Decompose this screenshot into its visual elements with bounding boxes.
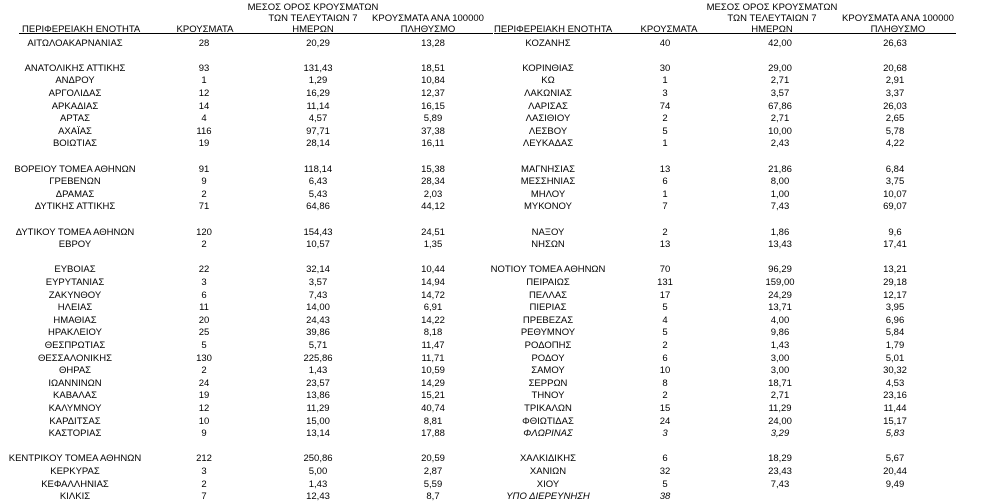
cell-cases: 7	[201, 491, 207, 503]
cell-cases: 11	[199, 302, 209, 314]
cell-region: ΑΡΓΟΛΙΔΑΣ	[48, 87, 102, 99]
header-cases-right: ΚΡΟΥΣΜΑΤΑ	[640, 24, 698, 35]
cell-per100k: 15,17	[883, 415, 907, 427]
cell-per100k: 28,34	[421, 176, 445, 188]
cell-region: ΚΩ	[541, 75, 555, 87]
header-cases-left: ΚΡΟΥΣΜΑΤΑ	[176, 24, 234, 35]
cell-per100k: 13,28	[421, 37, 445, 49]
cell-region: ΚΑΡΔΙΤΣΑΣ	[49, 415, 101, 427]
cell-per100k: 2,65	[885, 113, 905, 125]
cell-avg7: 11,29	[306, 402, 330, 414]
cell-cases: 7	[662, 201, 668, 213]
cell-avg7: 20,29	[306, 37, 330, 49]
header-region-right: ΠΕΡΙΦΕΡΕΙΑΚΗ ΕΝΟΤΗΤΑ	[494, 24, 613, 35]
cell-per100k: 8,81	[423, 415, 443, 427]
cell-region: ΜΕΣΣΗΝΙΑΣ	[520, 176, 576, 188]
cell-per100k: 13,21	[883, 264, 907, 276]
cell-per100k: 5,78	[885, 125, 905, 137]
cell-region: ΘΕΣΠΡΩΤΙΑΣ	[44, 339, 106, 351]
cell-region: ΤΗΝΟΥ	[531, 390, 565, 402]
cell-avg7: 2,43	[770, 138, 790, 150]
cell-avg7: 28,14	[306, 138, 330, 150]
cell-per100k: 69,07	[883, 201, 907, 213]
cell-cases: 4	[201, 113, 207, 125]
cell-region: ΒΟΡΕΙΟΥ ΤΟΜΕΑ ΑΘΗΝΩΝ	[14, 163, 136, 175]
cell-cases: 10	[659, 365, 671, 377]
cell-avg7: 1,43	[770, 339, 790, 351]
cell-cases: 6	[662, 176, 668, 188]
cell-avg7: 23,57	[306, 377, 330, 389]
cell-region: ΡΟΔΟΥ	[531, 352, 565, 364]
cell-cases: 2	[201, 239, 207, 251]
cell-avg7: 67,86	[768, 100, 792, 112]
cell-cases: 6	[662, 453, 668, 465]
cell-cases: 9	[201, 428, 207, 440]
cell-region: ΜΑΓΝΗΣΙΑΣ	[521, 163, 575, 175]
cell-avg7: 16,29	[306, 87, 330, 99]
cell-cases: 4	[662, 314, 668, 326]
cell-cases: 9	[201, 176, 207, 188]
cell-avg7: 131,43	[303, 62, 333, 74]
cell-per100k: 10,59	[421, 365, 445, 377]
cell-avg7: 13,86	[306, 390, 330, 402]
cell-cases: 6	[662, 352, 668, 364]
cell-per100k: 4,53	[885, 377, 905, 389]
cell-per100k: 5,01	[885, 352, 905, 364]
cell-per100k: 17,41	[883, 239, 907, 251]
cell-region: ΥΠΟ ΔΙΕΡΕΥΝΗΣΗ	[506, 491, 590, 503]
cell-per100k: 6,91	[423, 302, 443, 314]
cell-avg7: 1,43	[308, 365, 328, 377]
cell-region: ΜΥΚΟΝΟΥ	[524, 201, 572, 213]
cell-region: ΚΟΖΑΝΗΣ	[525, 37, 571, 49]
cell-avg7: 5,43	[308, 188, 328, 200]
cell-avg7: 42,00	[768, 37, 792, 49]
cell-region: ΚΑΒΑΛΑΣ	[53, 390, 97, 402]
cell-avg7: 7,43	[770, 201, 790, 213]
cell-region: ΒΟΙΩΤΙΑΣ	[52, 138, 98, 150]
cell-avg7: 4,00	[770, 314, 790, 326]
cell-region: ΑΧΑΪΑΣ	[58, 125, 92, 137]
cell-per100k: 29,18	[883, 276, 907, 288]
cell-avg7: 5,71	[308, 339, 328, 351]
cell-cases: 12	[198, 87, 210, 99]
cell-per100k: 6,96	[885, 314, 905, 326]
cell-region: ΤΡΙΚΑΛΩΝ	[524, 402, 572, 414]
cell-avg7: 24,00	[768, 415, 792, 427]
cell-avg7: 29,00	[768, 62, 792, 74]
cell-cases: 212	[196, 453, 212, 465]
cell-per100k: 26,63	[883, 37, 907, 49]
cell-region: ΛΑΚΩΝΙΑΣ	[524, 87, 572, 99]
cell-region: ΑΝΔΡΟΥ	[55, 75, 95, 87]
cell-avg7: 1,29	[308, 75, 328, 87]
cell-cases: 131	[657, 276, 673, 288]
cell-avg7: 159,00	[765, 276, 795, 288]
cell-cases: 15	[659, 402, 671, 414]
cell-cases: 2	[662, 390, 668, 402]
cell-per100k: 14,22	[421, 314, 445, 326]
cell-region: ΣΑΜΟΥ	[531, 365, 565, 377]
cell-per100k: 2,03	[423, 188, 443, 200]
cell-avg7: 7,43	[308, 289, 328, 301]
cell-region: ΠΕΙΡΑΙΩΣ	[526, 276, 570, 288]
cell-cases: 116	[196, 125, 212, 137]
cell-region: ΚΙΛΚΙΣ	[59, 491, 91, 503]
cell-region: ΔΥΤΙΚΟΥ ΤΟΜΕΑ ΑΘΗΝΩΝ	[15, 226, 135, 238]
cell-region: ΦΛΩΡΙΝΑΣ	[523, 428, 573, 440]
cell-cases: 25	[198, 327, 210, 339]
cell-region: ΘΗΡΑΣ	[58, 365, 92, 377]
cell-avg7: 13,43	[768, 239, 792, 251]
cell-cases: 24	[198, 377, 210, 389]
cell-cases: 28	[198, 37, 210, 49]
cell-region: ΚΕΦΑΛΛΗΝΙΑΣ	[41, 478, 109, 490]
cell-region: ΝΗΣΩΝ	[531, 239, 565, 251]
cell-per100k: 10,44	[421, 264, 445, 276]
cell-cases: 12	[198, 402, 210, 414]
cell-cases: 1	[662, 75, 668, 87]
cell-region: ΗΜΑΘΙΑΣ	[53, 314, 97, 326]
cell-per100k: 20,68	[883, 62, 907, 74]
cell-cases: 13	[659, 239, 671, 251]
cell-cases: 19	[198, 138, 210, 150]
cell-region: ΧΑΝΙΩΝ	[529, 465, 567, 477]
cell-per100k: 9,6	[888, 226, 902, 238]
cell-region: ΚΕΡΚΥΡΑΣ	[50, 465, 100, 477]
cell-avg7: 2,71	[770, 390, 790, 402]
cell-region: ΕΒΡΟΥ	[58, 239, 92, 251]
cell-per100k: 20,59	[421, 453, 445, 465]
cell-avg7: 18,71	[768, 377, 792, 389]
cell-region: ΗΡΑΚΛΕΙΟΥ	[48, 327, 102, 339]
cell-region: ΧΑΛΚΙΔΙΚΗΣ	[519, 453, 577, 465]
cell-cases: 3	[662, 428, 668, 440]
cell-per100k: 16,11	[421, 138, 445, 150]
cell-cases: 5	[201, 339, 207, 351]
cell-region: ΚΑΣΤΟΡΙΑΣ	[48, 428, 102, 440]
cell-cases: 19	[198, 390, 210, 402]
cell-avg7: 14,00	[306, 302, 330, 314]
cell-cases: 40	[659, 37, 671, 49]
cell-avg7: 15,00	[306, 415, 330, 427]
cell-cases: 130	[196, 352, 212, 364]
cell-region: ΚΕΝΤΡΙΚΟΥ ΤΟΜΕΑ ΑΘΗΝΩΝ	[8, 453, 142, 465]
cell-cases: 2	[201, 188, 207, 200]
cell-cases: 1	[662, 188, 668, 200]
cell-per100k: 14,72	[421, 289, 445, 301]
cell-per100k: 14,29	[421, 377, 445, 389]
header-avg7-left: ΜΕΣΟΣ ΟΡΟΣ ΚΡΟΥΣΜΑΤΩΝ ΤΩΝ ΤΕΛΕΥΤΑΙΩΝ 7 ΗΜΕΡΩΝ	[247, 2, 379, 35]
cell-cases: 1	[201, 75, 207, 87]
cell-avg7: 2,71	[770, 75, 790, 87]
cell-per100k: 16,15	[421, 100, 445, 112]
cell-region: ΔΡΑΜΑΣ	[55, 188, 95, 200]
cell-region: ΗΛΕΙΑΣ	[57, 302, 93, 314]
cell-avg7: 3,57	[308, 276, 328, 288]
cell-per100k: 5,83	[885, 428, 905, 440]
cell-per100k: 10,84	[421, 75, 445, 87]
cell-region: ΛΑΡΙΣΑΣ	[528, 100, 568, 112]
cell-avg7: 2,71	[770, 113, 790, 125]
cell-per100k: 11,71	[421, 352, 445, 364]
cell-avg7: 21,86	[768, 163, 792, 175]
cell-cases: 14	[198, 100, 210, 112]
cell-region: ΙΩΑΝΝΙΝΩΝ	[48, 377, 102, 389]
cell-avg7: 97,71	[306, 125, 330, 137]
cell-region: ΛΕΣΒΟΥ	[528, 125, 568, 137]
cell-avg7: 154,43	[303, 226, 333, 238]
cell-region: ΝΑΞΟΥ	[531, 226, 565, 238]
cell-region: ΛΕΥΚΑΔΑΣ	[522, 138, 574, 150]
cell-cases: 17	[659, 289, 671, 301]
cell-cases: 5	[662, 327, 668, 339]
cell-avg7: 118,14	[303, 163, 333, 175]
cell-avg7: 10,00	[768, 125, 792, 137]
cell-avg7: 1,00	[770, 188, 790, 200]
cell-region: ΠΡΕΒΕΖΑΣ	[522, 314, 574, 326]
cell-region: ΡΟΔΟΠΗΣ	[524, 339, 572, 351]
cell-avg7: 1,86	[770, 226, 790, 238]
cell-avg7: 23,43	[768, 465, 792, 477]
cell-cases: 6	[201, 289, 207, 301]
cell-avg7: 6,43	[308, 176, 328, 188]
cell-avg7: 225,86	[303, 352, 333, 364]
cell-per100k: 5,84	[885, 327, 905, 339]
cell-cases: 24	[659, 415, 671, 427]
cell-cases: 3	[201, 465, 207, 477]
cell-cases: 32	[659, 465, 671, 477]
cell-per100k: 5,59	[423, 478, 443, 490]
cell-per100k: 5,89	[423, 113, 443, 125]
cell-per100k: 3,37	[885, 87, 905, 99]
cell-per100k: 12,17	[883, 289, 907, 301]
cell-region: ΦΘΙΩΤΙΔΑΣ	[522, 415, 574, 427]
cell-per100k: 26,03	[883, 100, 907, 112]
cell-per100k: 9,49	[885, 478, 905, 490]
cell-cases: 13	[659, 163, 671, 175]
cell-avg7: 11,29	[768, 402, 792, 414]
cell-avg7: 1,43	[308, 478, 328, 490]
cell-avg7: 9,86	[770, 327, 790, 339]
cell-region: ΑΝΑΤΟΛΙΚΗΣ ΑΤΤΙΚΗΣ	[24, 62, 126, 74]
cell-cases: 3	[201, 276, 207, 288]
cell-avg7: 7,43	[770, 478, 790, 490]
cell-avg7: 3,57	[770, 87, 790, 99]
cell-per100k: 24,51	[421, 226, 445, 238]
cell-cases: 71	[198, 201, 210, 213]
cell-per100k: 14,94	[421, 276, 445, 288]
cell-cases: 20	[198, 314, 210, 326]
cell-cases: 22	[198, 264, 210, 276]
cell-cases: 93	[198, 62, 210, 74]
header-per100k-left: ΚΡΟΥΣΜΑΤΑ ΑΝΑ 100000 ΠΛΗΘΥΣΜΟ	[372, 13, 484, 35]
cell-region: ΑΙΤΩΛΟΑΚΑΡΝΑΝΙΑΣ	[27, 37, 123, 49]
cell-region: ΑΡΤΑΣ	[60, 113, 90, 125]
cell-cases: 1	[662, 138, 668, 150]
cell-per100k: 18,51	[421, 62, 445, 74]
cell-cases: 70	[659, 264, 671, 276]
cell-region: ΡΕΘΥΜΝΟΥ	[520, 327, 576, 339]
cell-region: ΚΑΛΥΜΝΟΥ	[48, 402, 102, 414]
cell-avg7: 8,00	[770, 176, 790, 188]
cell-per100k: 4,22	[885, 138, 905, 150]
cell-avg7: 64,86	[306, 201, 330, 213]
cell-cases: 2	[662, 226, 668, 238]
cell-per100k: 1,79	[885, 339, 905, 351]
cell-per100k: 3,75	[885, 176, 905, 188]
cell-avg7: 12,43	[306, 491, 330, 503]
cell-cases: 2	[662, 113, 668, 125]
cell-avg7: 5,00	[308, 465, 328, 477]
cell-per100k: 44,12	[421, 201, 445, 213]
cell-region: ΠΙΕΡΙΑΣ	[529, 302, 567, 314]
cell-cases: 5	[662, 302, 668, 314]
cell-per100k: 2,87	[423, 465, 443, 477]
header-region-left: ΠΕΡΙΦΕΡΕΙΑΚΗ ΕΝΟΤΗΤΑ	[22, 24, 141, 35]
cell-per100k: 1,35	[423, 239, 443, 251]
header-rule-right	[494, 33, 956, 34]
cell-cases: 120	[196, 226, 212, 238]
cell-per100k: 30,32	[883, 365, 907, 377]
cell-avg7: 24,43	[306, 314, 330, 326]
cell-cases: 8	[662, 377, 668, 389]
cell-region: ΓΡΕΒΕΝΩΝ	[49, 176, 101, 188]
cell-per100k: 23,16	[883, 390, 907, 402]
cell-region: ΣΕΡΡΩΝ	[528, 377, 568, 389]
cell-cases: 2	[201, 365, 207, 377]
cell-avg7: 11,14	[306, 100, 330, 112]
cell-cases: 10	[198, 415, 210, 427]
cell-region: ΕΥΡΥΤΑΝΙΑΣ	[45, 276, 105, 288]
cell-avg7: 3,29	[770, 428, 790, 440]
cell-avg7: 18,29	[768, 453, 792, 465]
cell-per100k: 8,18	[423, 327, 443, 339]
cell-per100k: 8,7	[426, 491, 440, 503]
cell-region: ΚΟΡΙΝΘΙΑΣ	[522, 62, 574, 74]
cell-per100k: 3,95	[885, 302, 905, 314]
cell-cases: 38	[659, 491, 671, 503]
cell-cases: 30	[659, 62, 671, 74]
cell-cases: 2	[662, 339, 668, 351]
cell-avg7: 13,14	[306, 428, 330, 440]
cell-avg7: 13,71	[768, 302, 792, 314]
cell-cases: 3	[662, 87, 668, 99]
cell-avg7: 39,86	[306, 327, 330, 339]
cell-region: ΕΥΒΟΙΑΣ	[54, 264, 96, 276]
cell-avg7: 4,57	[308, 113, 328, 125]
cell-cases: 5	[662, 478, 668, 490]
cell-per100k: 17,88	[421, 428, 445, 440]
cell-cases: 5	[662, 125, 668, 137]
cell-cases: 2	[201, 478, 207, 490]
cell-avg7: 3,00	[770, 352, 790, 364]
cell-region: ΝΟΤΙΟΥ ΤΟΜΕΑ ΑΘΗΝΩΝ	[490, 264, 606, 276]
cell-region: ΠΕΛΛΑΣ	[528, 289, 568, 301]
cell-avg7: 96,29	[768, 264, 792, 276]
cell-per100k: 11,47	[421, 339, 445, 351]
cell-avg7: 3,00	[770, 365, 790, 377]
cell-per100k: 12,37	[421, 87, 445, 99]
cell-cases: 91	[198, 163, 210, 175]
cell-avg7: 24,29	[768, 289, 792, 301]
cell-per100k: 40,74	[421, 402, 445, 414]
cell-per100k: 6,84	[885, 163, 905, 175]
cell-per100k: 37,38	[421, 125, 445, 137]
cell-per100k: 2,91	[885, 75, 905, 87]
header-avg7-right: ΜΕΣΟΣ ΟΡΟΣ ΚΡΟΥΣΜΑΤΩΝ ΤΩΝ ΤΕΛΕΥΤΑΙΩΝ 7 ΗΜΕΡΩΝ	[706, 2, 838, 35]
cell-region: ΛΑΣΙΘΙΟΥ	[525, 113, 571, 125]
cell-per100k: 11,44	[883, 402, 907, 414]
cell-per100k: 15,21	[421, 390, 445, 402]
cell-per100k: 20,44	[883, 465, 907, 477]
cell-per100k: 10,07	[883, 188, 907, 200]
cell-per100k: 15,38	[421, 163, 445, 175]
cell-region: ΑΡΚΑΔΙΑΣ	[51, 100, 99, 112]
cell-region: ΜΗΛΟΥ	[530, 188, 566, 200]
cell-region: ΔΥΤΙΚΗΣ ΑΤΤΙΚΗΣ	[34, 201, 116, 213]
header-per100k-right: ΚΡΟΥΣΜΑΤΑ ΑΝΑ 100000 ΠΛΗΘΥΣΜΟ	[842, 13, 954, 35]
cell-cases: 74	[659, 100, 671, 112]
cell-region: ΖΑΚΥΝΘΟΥ	[48, 289, 102, 301]
cell-per100k: 5,67	[885, 453, 905, 465]
cell-region: ΘΕΣΣΑΛΟΝΙΚΗΣ	[38, 352, 112, 364]
cell-avg7: 32,14	[306, 264, 330, 276]
cell-avg7: 10,57	[306, 239, 330, 251]
cell-avg7: 250,86	[303, 453, 333, 465]
header-rule-left	[19, 33, 493, 34]
cell-region: ΧΙΟΥ	[536, 478, 560, 490]
